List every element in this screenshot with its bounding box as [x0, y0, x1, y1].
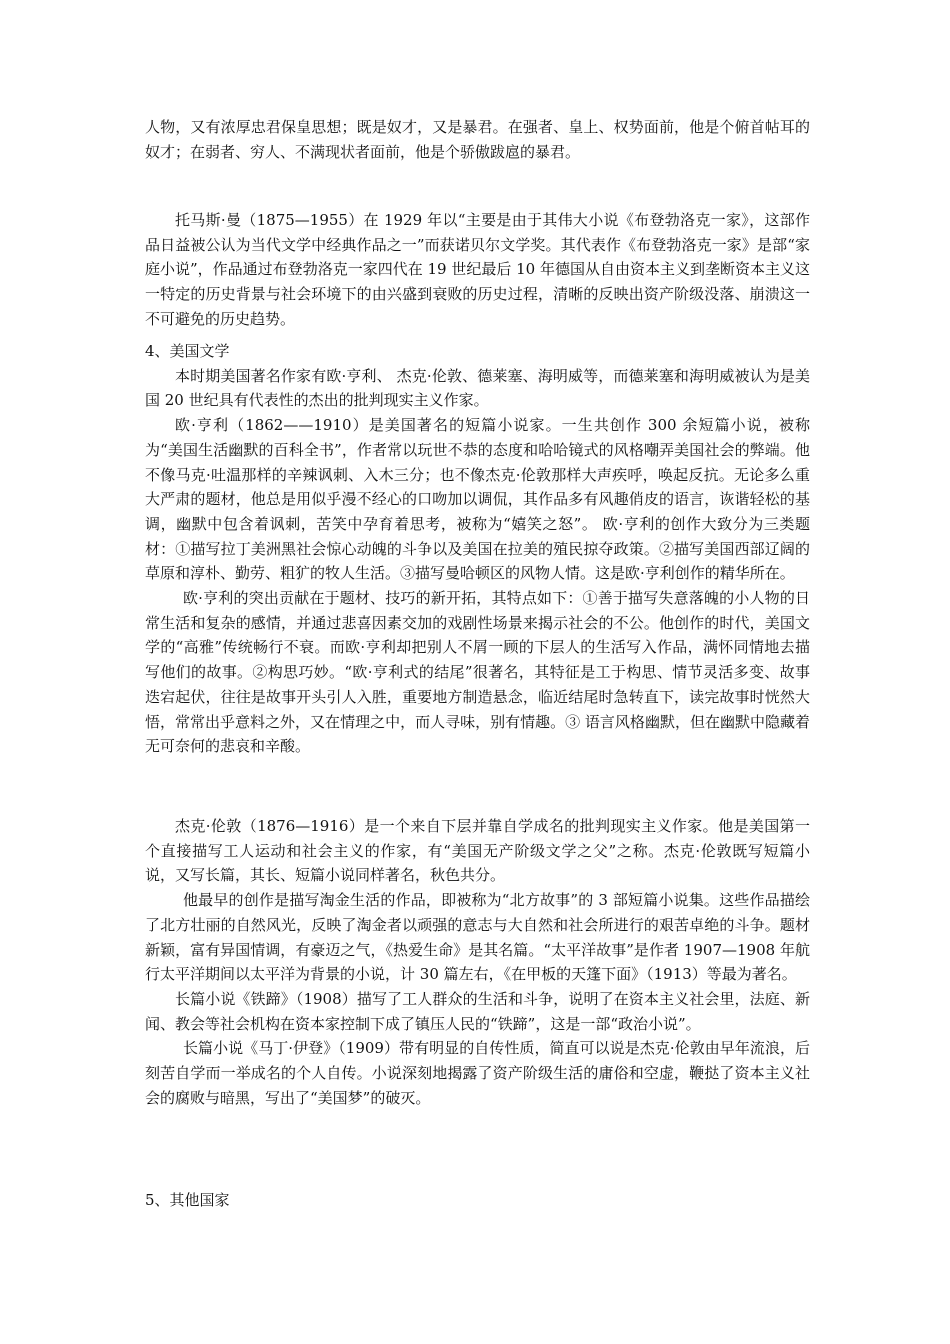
paragraph: 本时期美国著名作家有欧·亨利、 杰克·伦敦、德莱塞、海明威等，而德莱塞和海明威被认为是美国 20 世纪具有代表性的杰出的批判现实主义作家。 — [145, 366, 810, 410]
section-block-4 — [145, 339, 810, 759]
paragraph-block-jack-london — [145, 814, 810, 1110]
section-block-5 — [145, 1188, 810, 1213]
paragraph-block-1 — [145, 115, 810, 164]
paragraph: 欧·亨利（1862——1910）是美国著名的短篇小说家。一生共创作 300 余短篇小说，被称为“美国生活幽默的百科全书”，作者常以玩世不恭的态度和哈哈镜式的风格嘲弄美国社会的弊端。他不像马克·吐温那样的辛辣讽刺、入木三分；也不像杰克·伦敦那样大声疾呼，唤起反抗。无论多么重大严肃的题材，他总是用似乎漫不经心的口吻加以调侃，其作品多有风趣俏皮的语言，诙谐轻松的基调，幽默中包含着讽刺，苦笑中孕育着思考，被称为“嬉笑之怒”。 欧·亨利的创作大致分为三类题材：①描写拉丁美洲黑社会惊心动魄的斗争以及美国在拉美的殖民掠夺政策。②描写美国西部辽阔的草原和淳朴、勤劳、粗犷的牧人生活。③描写曼哈顿区的风物人情。这是欧·亨利创作的精华所在。 — [145, 416, 810, 583]
section-heading: 4、美国文学 — [145, 342, 230, 360]
paragraph-block-2 — [145, 208, 810, 332]
paragraph: 他最早的创作是描写淘金生活的作品，即被称为“北方故事”的 3 部短篇小说集。这些作品描绘了北方壮丽的自然风光，反映了淘金者以顽强的意志与大自然和社会所进行的艰苦卓绝的斗争。题材新颖，富有异国情调，有豪迈之气，《热爱生命》是其名篇。“太平洋故事”是作者 1907—1908 年航行太平洋期间以太平洋为背景的小说，计 30 篇左右，《在甲板的天篷下面》（1913）等最为著名。 — [145, 891, 810, 984]
section-heading: 5、其他国家 — [145, 1191, 230, 1209]
paragraph: 托马斯·曼（1875—1955）在 1929 年以“主要是由于其伟大小说《布登勃洛克一家》，这部作品日益被公认为当代文学中经典作品之一”而获诺贝尔文学奖。其代表作《布登勃洛克一家》是部“家庭小说”，作品通过布登勃洛克一家四代在 19 世纪最后 10 年德国从自由资本主义到垄断资本主义这一特定的历史背景与社会环境下的由兴盛到衰败的历史过程，清晰的反映出资产阶级没落、崩溃这一不可避免的历史趋势。 — [145, 211, 810, 328]
paragraph: 杰克·伦敦（1876—1916）是一个来自下层并靠自学成名的批判现实主义作家。他是美国第一个直接描写工人运动和社会主义的作家，有“美国无产阶级文学之父”之称。杰克·伦敦既写短篇小说，又写长篇，其长、短篇小说同样著名，秋色共分。 — [145, 817, 810, 885]
paragraph: 欧·亨利的突出贡献在于题材、技巧的新开拓，其特点如下：①善于描写失意落魄的小人物的日常生活和复杂的感情，并通过悲喜因素交加的戏剧性场景来揭示社会的不公。他创作的时代，美国文学的“高雅”传统畅行不衰。而欧·亨利却把别人不屑一顾的下层人的生活写入作品，满怀同情地去描写他们的故事。②构思巧妙。“欧·亨利式的结尾”很著名，其特征是工于构思、情节灵活多变、故事迭宕起伏，往往是故事开头引人入胜，重要地方制造悬念，临近结尾时急转直下，读完故事时恍然大悟，常常出乎意料之外，又在情理之中，而人寻味，别有情趣。③ 语言风格幽默，但在幽默中隐藏着无可奈何的悲哀和辛酸。 — [145, 589, 810, 756]
paragraph: 长篇小说《马丁·伊登》（1909）带有明显的自传性质，简直可以说是杰克·伦敦由早年流浪，后刻苦自学而一举成名的个人自传。小说深刻地揭露了资产阶级生活的庸俗和空虚，鞭挞了资本主义社会的腐败与暗黑，写出了“美国梦”的破灭。 — [145, 1039, 810, 1107]
paragraph: 人物，又有浓厚忠君保皇思想；既是奴才，又是暴君。在强者、皇上、权势面前，他是个俯首帖耳的奴才；在弱者、穷人、不满现状者面前，他是个骄傲跋扈的暴君。 — [145, 118, 810, 161]
paragraph: 长篇小说《铁蹄》（1908）描写了工人群众的生活和斗争，说明了在资本主义社会里，法庭、新闻、教会等社会机构在资本家控制下成了镇压人民的“铁蹄”，这是一部“政治小说”。 — [145, 989, 810, 1033]
